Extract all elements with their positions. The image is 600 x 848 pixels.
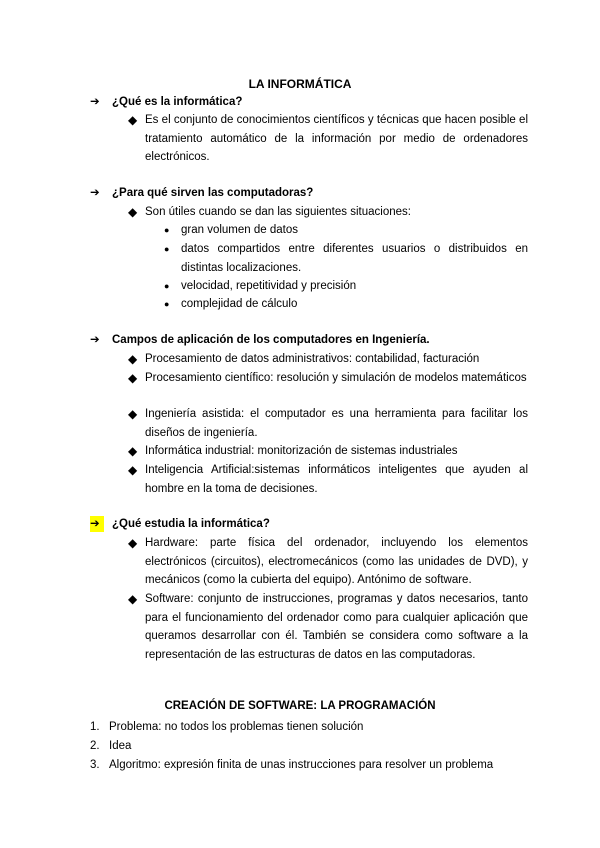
list-item xyxy=(128,369,528,388)
item-number: 1. xyxy=(90,721,100,733)
heading-text: ¿Para qué sirven las computadoras? xyxy=(112,187,314,199)
heading-text: ¿Qué es la informática? xyxy=(112,96,243,108)
list-item xyxy=(164,295,528,314)
intro-item xyxy=(128,203,528,222)
numbered-item xyxy=(90,756,530,774)
item-text: Algoritmo: expresión finita de unas instrucciones para resolver un problema xyxy=(109,759,494,771)
item-text: complejidad de cálculo xyxy=(181,298,298,310)
item-text: Problema: no todos los problemas tienen solución xyxy=(109,721,364,733)
diamond-bullet-icon: ◆ xyxy=(128,407,138,421)
diamond-bullet-icon: ◆ xyxy=(128,205,138,219)
arrow-icon: ➔ xyxy=(90,96,100,108)
list-item xyxy=(128,590,528,664)
diamond-bullet-icon: ◆ xyxy=(128,113,138,127)
item-number: 3. xyxy=(90,759,100,771)
item-number: 2. xyxy=(90,740,100,752)
arrow-icon: ➔ xyxy=(90,187,100,199)
item-text: gran volumen de datos xyxy=(181,224,298,236)
item-text: datos compartidos entre diferentes usuarios o distribuidos en distintas localizaciones. xyxy=(181,243,528,274)
subsection-title: CREACIÓN DE SOFTWARE: LA PROGRAMACIÓN xyxy=(164,700,436,712)
diamond-bullet-icon: ◆ xyxy=(128,444,138,458)
item-text: Idea xyxy=(109,740,132,752)
item-text: Son útiles cuando se dan las siguientes situaciones: xyxy=(145,206,411,218)
item-text: Informática industrial: monitorización de sistemas industriales xyxy=(145,445,458,457)
item-text: Ingeniería asistida: el computador es una herramienta para facilitar los diseños de ingeniería. xyxy=(145,408,528,439)
diamond-bullet-icon: ◆ xyxy=(128,463,138,477)
diamond-bullet-icon: ◆ xyxy=(128,592,138,606)
highlighted-arrow-icon: ➔ xyxy=(90,516,104,532)
bullet-icon: ● xyxy=(164,299,170,309)
heading-text: Campos de aplicación de los computadores en Ingeniería. xyxy=(112,334,430,346)
definition-item xyxy=(128,111,528,167)
list-item xyxy=(128,442,528,461)
section-heading-para-que xyxy=(90,185,313,201)
bullet-icon: ● xyxy=(164,225,170,235)
list-item xyxy=(128,405,528,442)
section-heading-campos xyxy=(90,332,430,348)
numbered-item xyxy=(90,718,530,736)
section-heading-que-es xyxy=(90,94,242,110)
item-text: Inteligencia Artificial:sistemas informáticos inteligentes que ayuden al hombre en la toma de decisiones. xyxy=(145,464,528,495)
item-text: Es el conjunto de conocimientos científicos y técnicas que hacen posible el tratamiento automático de la información por medio de ordenadores electrónicos. xyxy=(145,114,528,163)
arrow-icon: ➔ xyxy=(90,334,100,346)
list-item xyxy=(164,221,528,240)
list-item xyxy=(128,461,528,498)
item-text: Hardware: parte física del ordenador, incluyendo los elementos electrónicos (circuitos), electromecánicos (como las unidades de DVD), y mecánicos (como la cubierta del equipo). Antónimo de software. xyxy=(145,537,528,586)
item-text: Software: conjunto de instrucciones, programas y datos necesarios, tanto para el funcionamiento del ordenador como para cualquier aplicación que queramos desarrollar con él. También se considera como software a la representación de las estructuras de datos en las computadoras. xyxy=(145,593,528,661)
list-item xyxy=(164,240,528,277)
bullet-icon: ● xyxy=(164,281,170,291)
section-heading-que-estudia xyxy=(90,516,270,532)
bullet-icon: ● xyxy=(164,244,170,254)
list-item xyxy=(128,534,528,590)
diamond-bullet-icon: ◆ xyxy=(128,536,138,550)
numbered-item xyxy=(90,737,530,755)
document-title: LA INFORMÁTICA xyxy=(248,77,352,91)
heading-text: ¿Qué estudia la informática? xyxy=(112,518,270,530)
diamond-bullet-icon: ◆ xyxy=(128,371,138,385)
item-text: Procesamiento científico: resolución y simulación de modelos matemáticos xyxy=(145,372,527,384)
list-item xyxy=(164,277,528,296)
item-text: velocidad, repetitividad y precisión xyxy=(181,280,357,292)
item-text: Procesamiento de datos administrativos: contabilidad, facturación xyxy=(145,353,480,365)
list-item xyxy=(128,350,528,369)
diamond-bullet-icon: ◆ xyxy=(128,352,138,366)
